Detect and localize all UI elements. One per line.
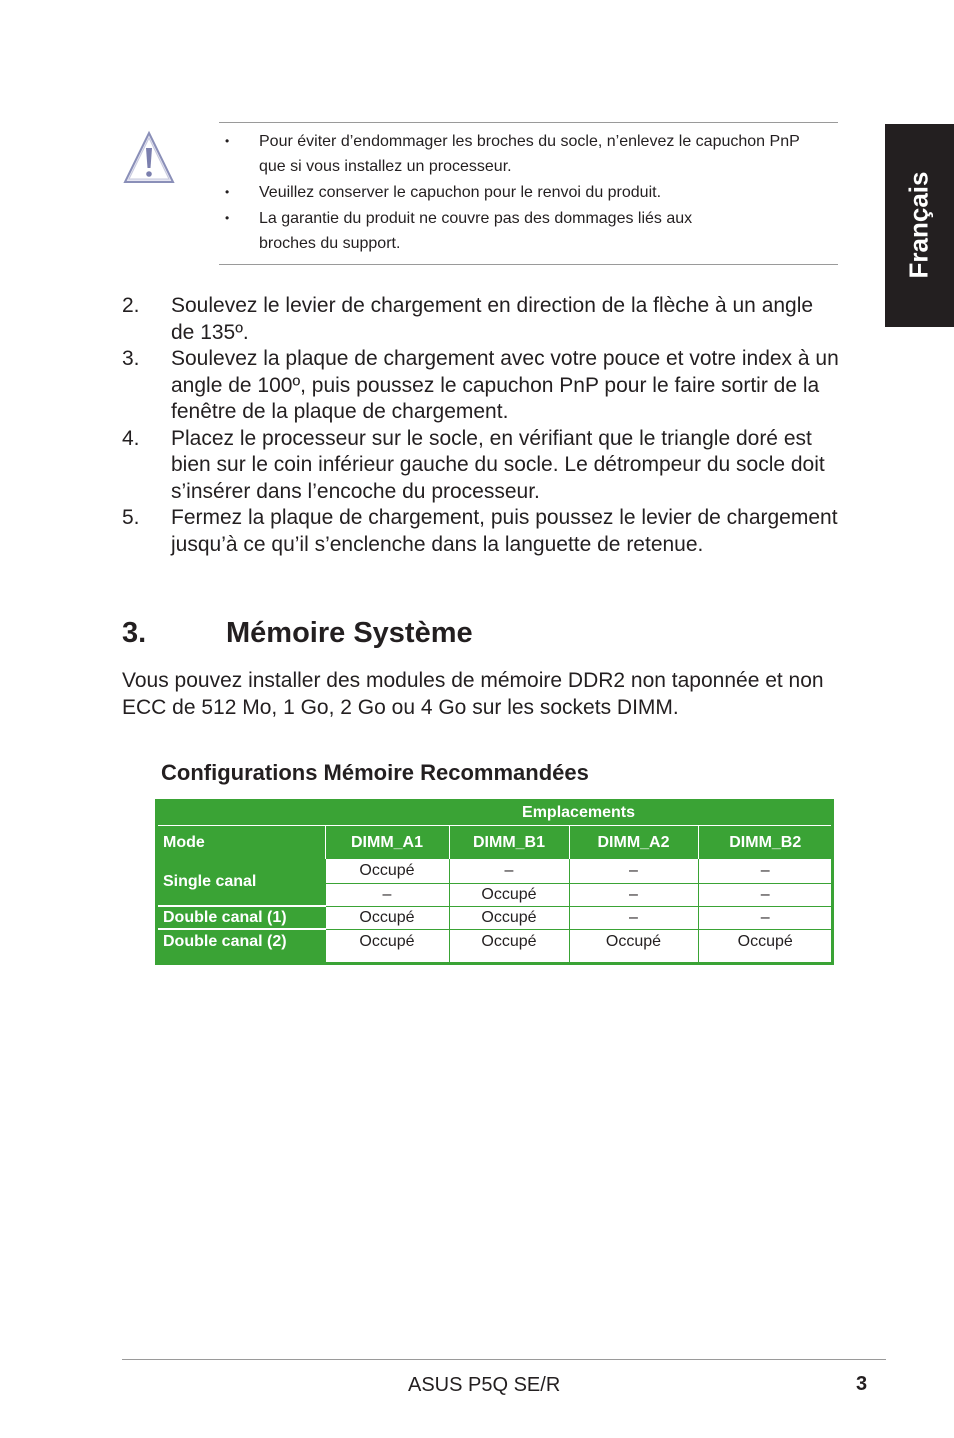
column-header: DIMM_B1 — [449, 826, 569, 860]
section-title: Mémoire Système — [226, 617, 473, 649]
column-header: DIMM_B2 — [698, 826, 832, 860]
table-cell: Occupé — [325, 859, 449, 883]
memory-config-table — [157, 801, 832, 963]
language-tab-label: Français — [903, 171, 934, 279]
warning-triangle-icon — [122, 130, 176, 186]
intro-paragraph: Vous pouvez installer des modules de mémoire DDR2 non taponnée et non ECC de 512 Mo, 1 Go, 2 Go ou 4 Go sur les sockets DIMM. — [122, 669, 824, 719]
step-item: 5. Fermez la plaque de chargement, puis poussez le levier de chargement jusqu’à ce qu’il s’enclenche dans la languette de retenue. — [122, 506, 838, 556]
column-header: DIMM_A2 — [569, 826, 698, 860]
table-row — [157, 906, 832, 929]
footer-model: ASUS P5Q SE/R — [408, 1374, 561, 1396]
section-number: 3. — [122, 617, 147, 649]
table-row — [157, 929, 832, 962]
step-item: 4. Placez le processeur sur le socle, en vérifiant que le triangle doré est bien sur le coin inférieur gauche du socle. Le détrompeur du socle doit s’insérer dans l’encoche du processeur. — [122, 426, 825, 503]
row-mode: Single canal — [157, 859, 325, 906]
table-cell: Occupé — [325, 929, 449, 962]
table-row — [157, 859, 832, 883]
table-cell: – — [325, 883, 449, 906]
step-list — [122, 293, 842, 558]
table-cell: – — [449, 859, 569, 883]
table-cell: Occupé — [569, 929, 698, 962]
table-cell: – — [569, 859, 698, 883]
table-cell: – — [698, 883, 832, 906]
step-item: 2. Soulevez le levier de chargement en direction de la flèche à un angle de 135º. — [122, 294, 814, 344]
row-mode: Double canal (2) — [157, 929, 325, 962]
table-cell: – — [569, 906, 698, 929]
column-header: DIMM_A1 — [325, 826, 449, 860]
page-number: 3 — [856, 1373, 868, 1395]
table-cell: Occupé — [449, 883, 569, 906]
table-header-row — [157, 826, 832, 860]
table-cell: – — [698, 859, 832, 883]
footer-divider — [122, 1359, 886, 1360]
language-tab — [885, 124, 954, 327]
row-mode: Double canal (1) — [157, 906, 325, 929]
step-item: 3. Soulevez la plaque de chargement avec votre pouce et votre index à un angle de 100º, puis poussez le capuchon PnP pour le faire sortir de la fenêtre de la plaque de chargement. — [122, 347, 839, 423]
table-cell: Occupé — [698, 929, 832, 962]
warning-box: • Pour éviter d’endommager les broches du socle, n’enlevez le capuchon PnP que si vous installez un processeur. • Veuillez conserver le capuchon pour le renvoi du produit. • La garantie du produit ne couvre pas des dommages liés aux broches du support. — [219, 122, 838, 265]
table-cell: Occupé — [449, 906, 569, 929]
group-header: Emplacements — [325, 801, 832, 826]
table-cell: Occupé — [449, 929, 569, 962]
table-title: Configurations Mémoire Recommandées — [161, 760, 589, 785]
table-cell: Occupé — [325, 906, 449, 929]
table-cell: – — [569, 883, 698, 906]
table-cell: – — [698, 906, 832, 929]
mode-header: Mode — [157, 826, 325, 860]
table-header-row — [157, 801, 832, 826]
